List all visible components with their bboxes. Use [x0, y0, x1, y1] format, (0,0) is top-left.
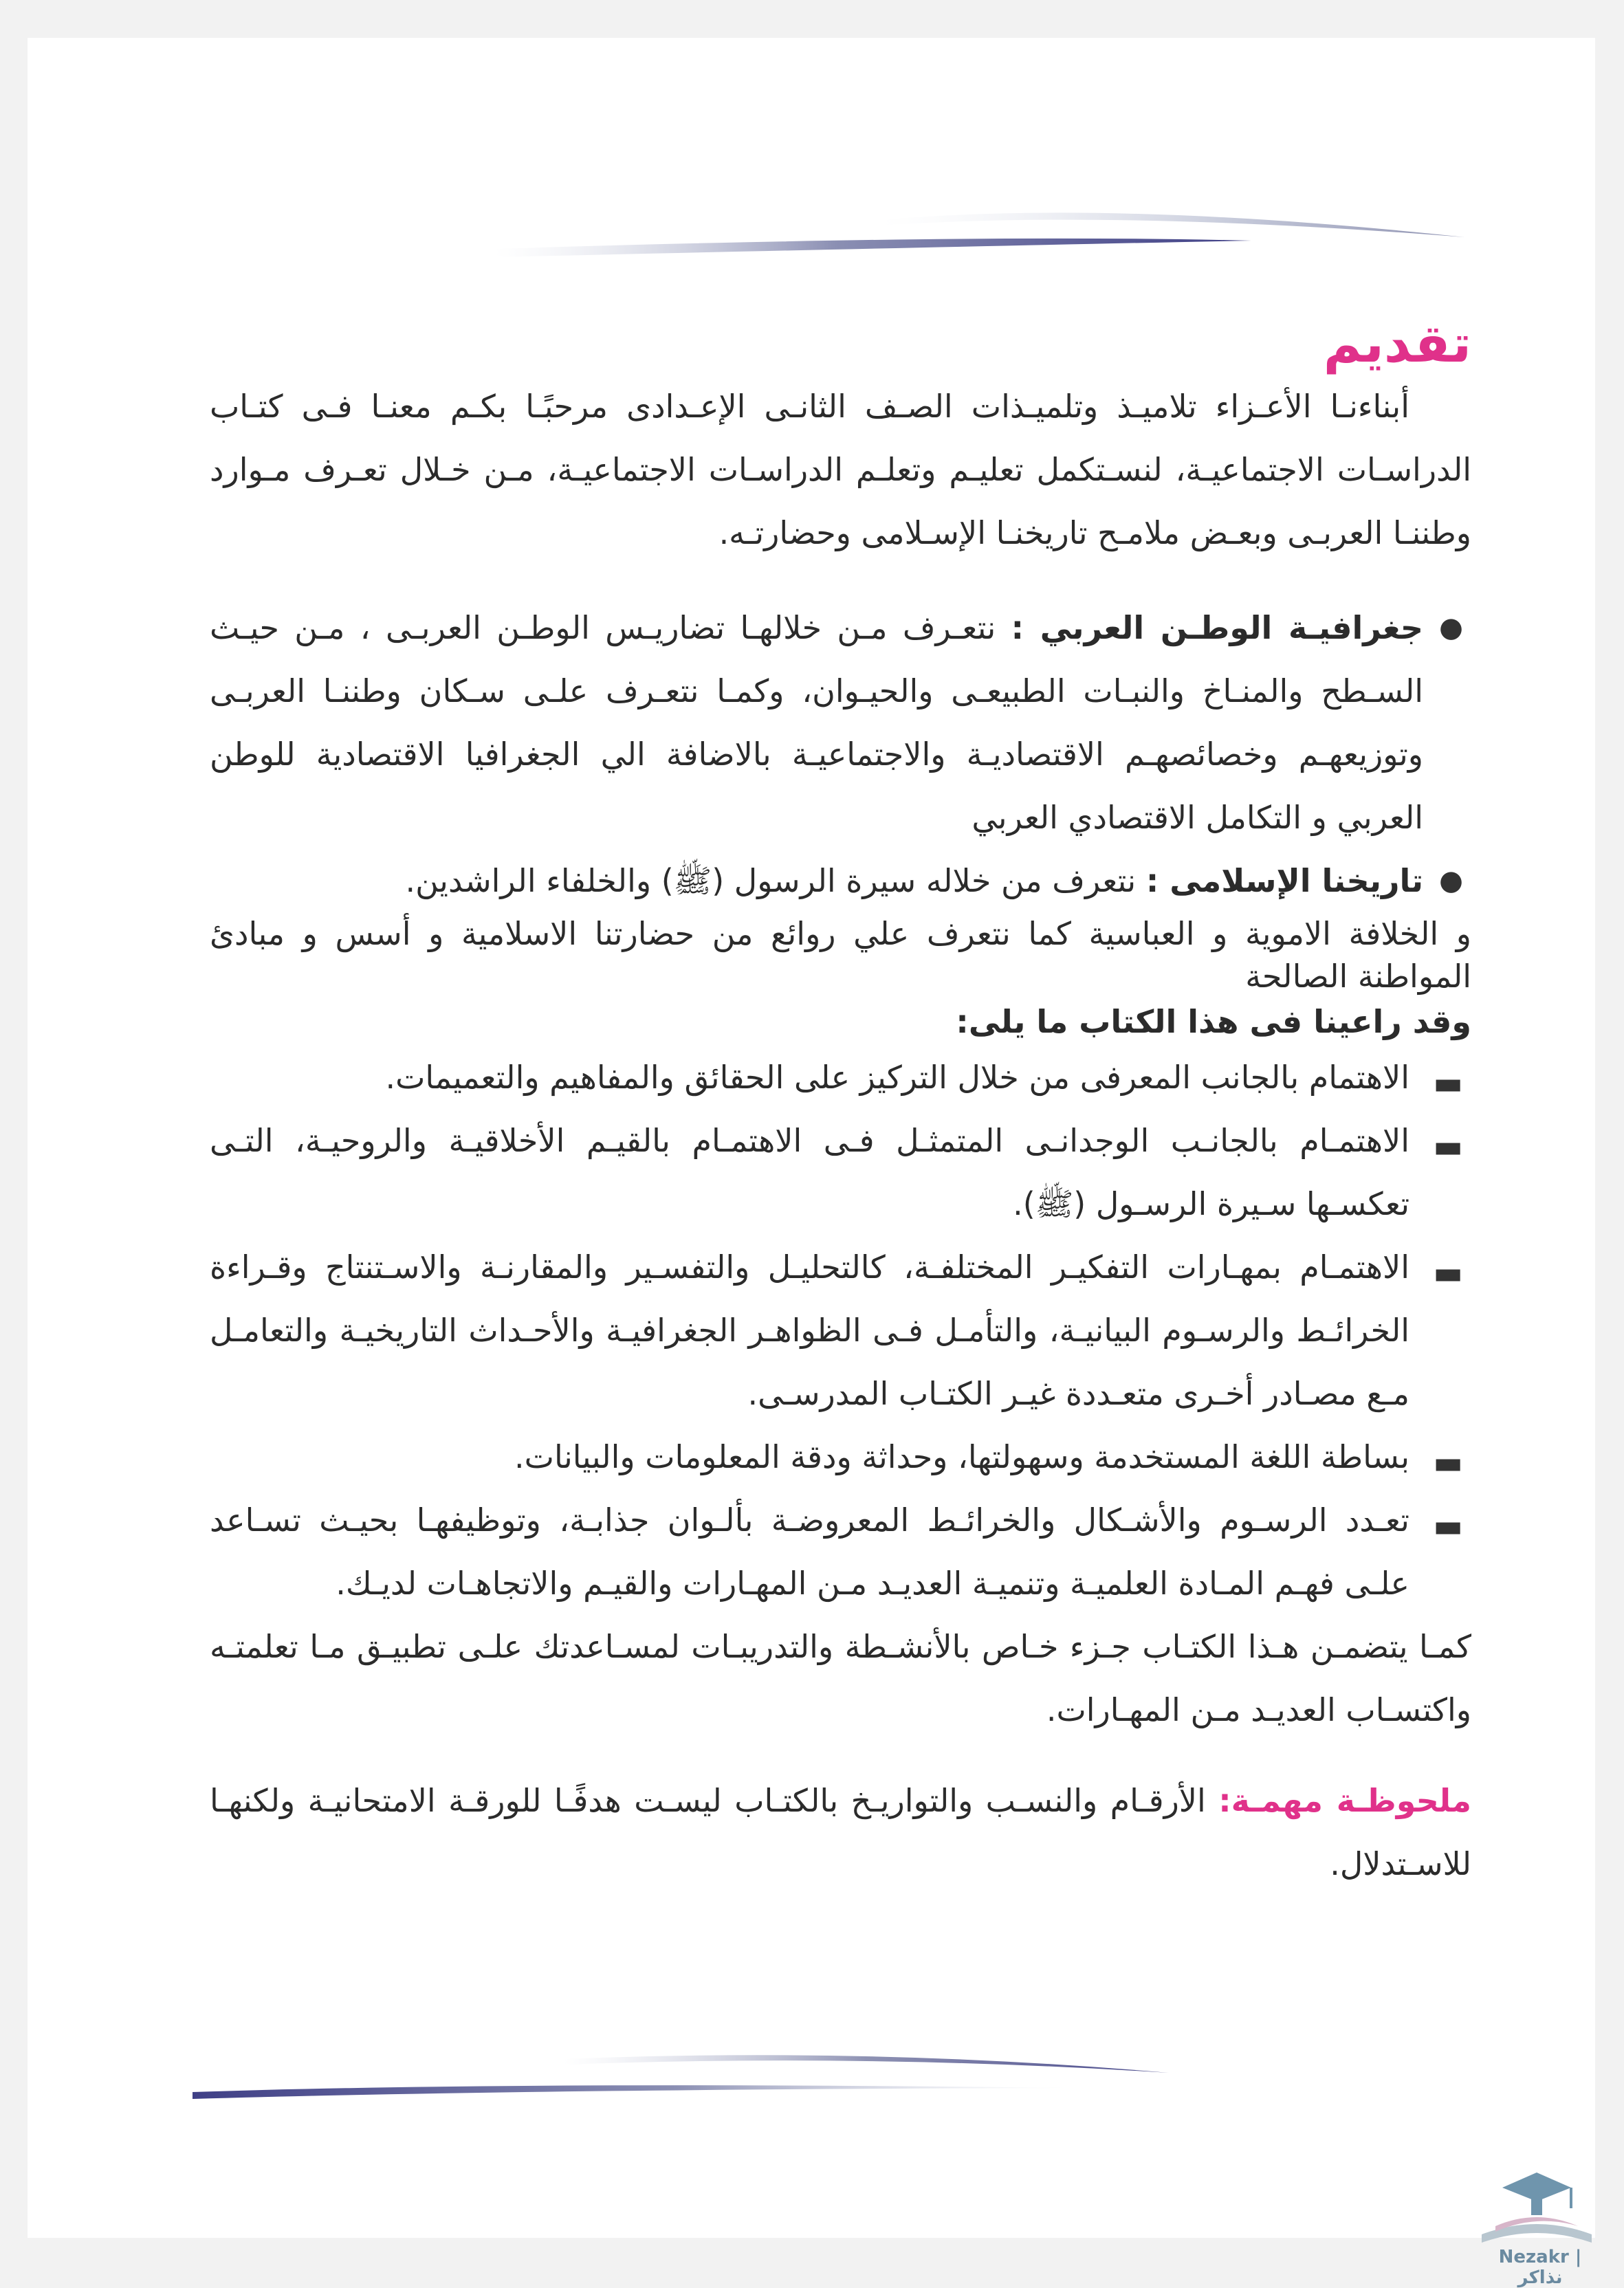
- dash-bullet-icon: ▬: [1433, 1254, 1463, 1291]
- bullet-text: نتعـرف مـن خلالهـا تضاريـس الوطـن العربـى ، مـن حيـث السـطح والمنـاخ والنبـات الطبيعـى والحيـوان، وكمـا نتعـرف علـى سـكان وطننـا العربـى وتوزيعهـم وخصائصهـم الاقتصاديـة والاجتماعيـة بالاضافة الي الجغرافيا الاقتصادية للوطن العربي و التكامل الاقتصادي العربي: [210, 609, 1423, 836]
- point-item: ▬ بساطة اللغة المستخدمة وسهولتها، وحداثة ودقة المعلومات والبيانات.: [210, 1425, 1471, 1488]
- bullet-text: نتعرف من خلاله سيرة الرسول (ﷺ) والخلفاء الراشدين.: [405, 862, 1146, 899]
- dash-bullet-icon: ▬: [1433, 1064, 1463, 1101]
- considered-heading: وقد راعينا فى هذا الكتاب ما يلى:: [956, 1003, 1471, 1040]
- dash-bullet-icon: ▬: [1433, 1128, 1463, 1165]
- bullet-geography: [210, 596, 1471, 849]
- bullet-heading: جغرافيـة الوطـن العربي :: [1011, 609, 1424, 646]
- bullet-dot-icon: ●: [1439, 865, 1463, 896]
- history-continuation: و الخلافة الاموية و العباسية كما نتعرف علي روائع من حضارتنا الاسلامية و أسس و مبادئ المواطنة الصالحة: [210, 915, 1471, 995]
- site-logo-text: Nezakr | نذاكر: [1498, 2247, 1582, 2288]
- bullet-dot-icon: ●: [1439, 612, 1463, 644]
- bullet-history: [210, 849, 1471, 912]
- important-note: [210, 1769, 1471, 1895]
- bottom-swoosh-decoration: [179, 2032, 1183, 2114]
- book-page: [28, 38, 1595, 2238]
- note-text: الأرقـام والنسـب والتواريـخ بالكتـاب ليسـت هدفًـا للورقـة الامتحانيـة ولكنهـا للاسـتدلال.: [210, 1782, 1471, 1882]
- bullet-heading: تاريخنا الإسلامى :: [1145, 862, 1423, 899]
- dash-bullet-icon: ▬: [1433, 1444, 1463, 1481]
- point-item: ▬ الاهتمام بالجانب المعرفى من خلال التركيز على الحقائق والمفاهيم والتعميمات.: [210, 1046, 1471, 1109]
- dash-bullet-icon: ▬: [1433, 1507, 1463, 1544]
- note-heading: ملحوظـة مهمـة:: [1218, 1782, 1471, 1819]
- closing-paragraph: كمـا يتضمـن هـذا الكتـاب جـزء خـاص بالأنشـطة والتدريبـات لمسـاعدتك علـى تطبيـق مـا تعلمتـه واكتسـاب العديـد مـن المهـارات.: [210, 1628, 1471, 1728]
- point-item: ▬ الاهتمـام بمهـارات التفكيـر المختلفـة، كالتحليـل والتفسـير والمقارنـة والاسـتنتاج وقـراءة الخرائـط والرسـوم البيانيـة، والتأمـل فـى الظواهـر الجغرافيـة والأحـداث التاريخيـة والتعامـل مـع مصـادر أخـرى متعـددة غيـر الكتـاب المدرسـى.: [210, 1235, 1471, 1425]
- page-title: تقديم: [1323, 313, 1471, 374]
- page-content: [210, 313, 1471, 1895]
- intro-paragraph: أبناءنـا الأعـزاء تلاميـذ وتلميـذات الصـف الثانـى الإعـدادى مرحبًـا بكـم معنـا فـى كتـاب الدراسـات الاجتماعيـة، لنسـتكمل تعليـم وتعلـم الدراسـات الاجتماعيـة، مـن خـلال تعـرف مـوارد وطننـا العربـى وبعـض ملامـح تاريخنـا الإسـلامى وحضارتـه.: [210, 388, 1471, 551]
- point-item: ▬ تعـدد الرسـوم والأشـكال والخرائـط المعروضـة بألـوان جذابـة، وتوظيفهـا بحيـث تسـاعد علـى فهـم المـادة العلميـة وتنميـة العديـد مـن المهـارات والقيـم والاتجاهـات لديـك.: [210, 1488, 1471, 1615]
- top-swoosh-decoration: [495, 172, 1471, 275]
- point-item: ▬ الاهتمـام بالجانـب الوجدانـى المتمثـل فـى الاهتمـام بالقيـم الأخلاقيـة والروحيـة، التـى تعكسـها سـيرة الرسـول (ﷺ).: [210, 1109, 1471, 1235]
